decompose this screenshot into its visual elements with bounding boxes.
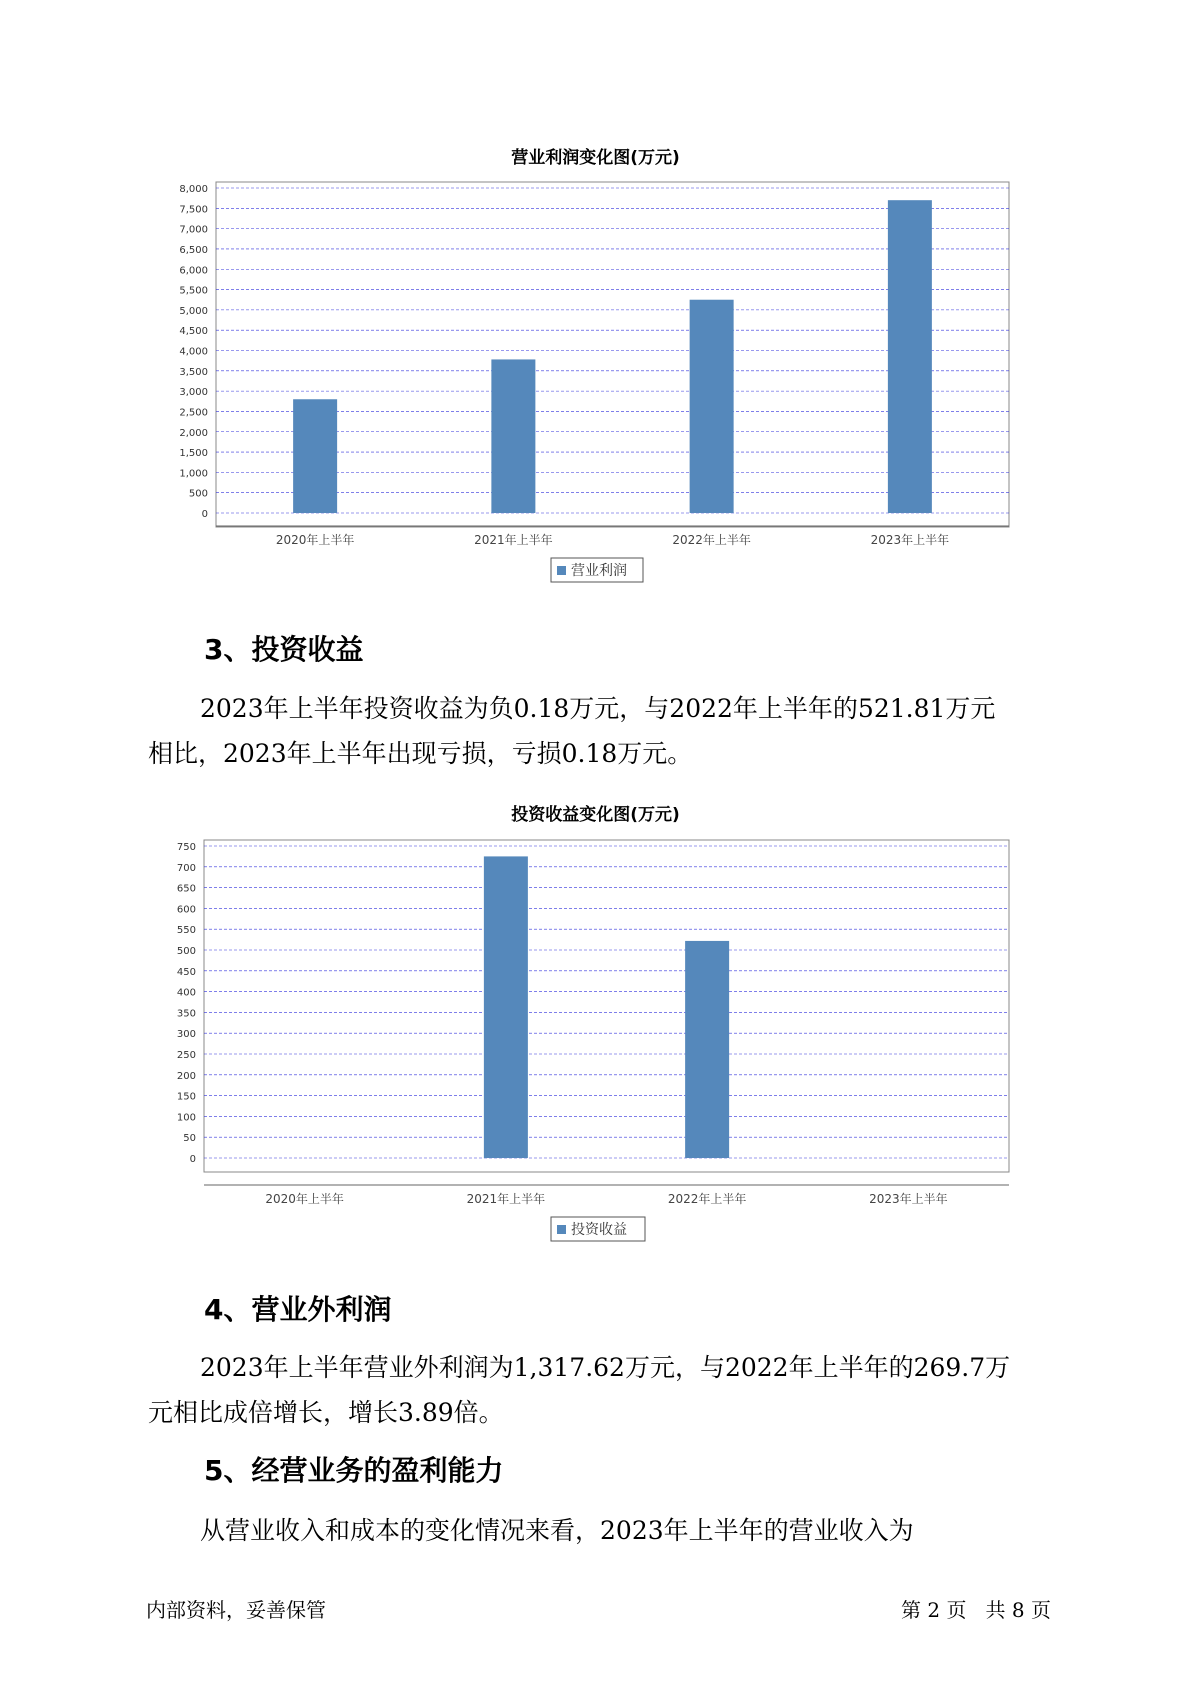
legend-label: 投资收益 bbox=[571, 1222, 627, 1238]
y-tick-label: 350 bbox=[176, 1008, 196, 1020]
y-tick-label: 200 bbox=[176, 1070, 196, 1082]
paragraph-investment-income bbox=[148, 686, 1048, 776]
y-tick-label: 4,000 bbox=[179, 346, 208, 358]
y-tick-label: 600 bbox=[176, 904, 196, 916]
operating-profit-chart bbox=[0, 170, 1191, 590]
heading-profitability: 5、经营业务的盈利能力 bbox=[204, 1454, 504, 1487]
y-tick-label: 300 bbox=[176, 1029, 196, 1041]
legend-label: 营业利润 bbox=[571, 563, 627, 579]
y-tick-label: 0 bbox=[189, 1154, 196, 1165]
bar bbox=[888, 200, 932, 513]
bar bbox=[293, 399, 337, 513]
x-tick-label: 2020年上半年 bbox=[265, 1192, 344, 1206]
x-tick-label: 2022年上半年 bbox=[667, 1192, 747, 1206]
x-tick-label: 2020年上半年 bbox=[275, 533, 355, 547]
paragraph-line: 2023年上半年投资收益为负0.18万元，与2022年上半年的521.81万元 bbox=[200, 694, 996, 723]
x-tick-label: 2023年上半年 bbox=[870, 533, 950, 547]
y-tick-label: 250 bbox=[176, 1050, 196, 1061]
legend-swatch bbox=[557, 566, 566, 575]
y-tick-label: 4,500 bbox=[179, 326, 208, 338]
y-tick-label: 100 bbox=[176, 1112, 196, 1124]
y-tick-label: 750 bbox=[176, 842, 196, 853]
x-tick-label: 2022年上半年 bbox=[672, 533, 751, 547]
x-tick-label: 2021年上半年 bbox=[466, 1192, 546, 1206]
paragraph-profitability bbox=[148, 1508, 1048, 1553]
y-tick-label: 500 bbox=[188, 488, 208, 500]
y-tick-label: 2,500 bbox=[179, 407, 208, 419]
investment-income-chart bbox=[0, 830, 1191, 1250]
bar bbox=[484, 856, 528, 1158]
x-tick-label: 2021年上半年 bbox=[474, 533, 553, 547]
paragraph-line: 从营业收入和成本的变化情况来看，2023年上半年的营业收入为 bbox=[200, 1516, 914, 1545]
y-tick-label: 2,000 bbox=[179, 427, 208, 439]
y-tick-label: 6,000 bbox=[179, 265, 208, 277]
y-tick-label: 50 bbox=[183, 1133, 196, 1145]
paragraph-line: 相比，2023年上半年出现亏损，亏损0.18万元。 bbox=[148, 739, 693, 768]
paragraph-line: 元相比成倍增长，增长3.89倍。 bbox=[148, 1398, 504, 1427]
y-tick-label: 500 bbox=[176, 946, 196, 957]
legend-swatch bbox=[557, 1225, 566, 1234]
y-tick-label: 450 bbox=[176, 966, 196, 978]
y-tick-label: 7,500 bbox=[179, 204, 208, 216]
y-tick-label: 400 bbox=[176, 987, 196, 999]
y-tick-label: 5,500 bbox=[179, 285, 208, 297]
paragraph-line: 2023年上半年营业外利润为1,317.62万元，与2022年上半年的269.7万 bbox=[200, 1353, 1011, 1382]
plot-area bbox=[204, 840, 1009, 1172]
y-tick-label: 8,000 bbox=[179, 184, 208, 195]
bar bbox=[491, 359, 535, 513]
y-tick-label: 650 bbox=[176, 883, 196, 895]
footer-page-number: 第 2 页 共 8 页 bbox=[901, 1598, 1051, 1622]
bar bbox=[685, 941, 729, 1158]
y-tick-label: 0 bbox=[201, 509, 208, 520]
x-tick-label: 2023年上半年 bbox=[869, 1192, 948, 1206]
footer-confidential-note: 内部资料，妥善保管 bbox=[146, 1598, 326, 1622]
y-tick-label: 7,000 bbox=[179, 224, 208, 236]
y-tick-label: 3,500 bbox=[179, 366, 208, 378]
y-tick-label: 550 bbox=[176, 925, 196, 937]
heading-investment-income: 3、投资收益 bbox=[204, 633, 364, 666]
paragraph-non-operating-profit bbox=[148, 1345, 1048, 1435]
bar bbox=[690, 300, 734, 513]
y-tick-label: 150 bbox=[176, 1091, 196, 1103]
y-tick-label: 1,500 bbox=[179, 448, 208, 460]
chart-title-operating-profit: 营业利润变化图(万元) bbox=[511, 148, 680, 168]
chart-title-investment-income: 投资收益变化图(万元) bbox=[511, 805, 680, 825]
y-tick-label: 3,000 bbox=[179, 387, 208, 399]
y-tick-label: 1,000 bbox=[179, 468, 208, 480]
y-tick-label: 700 bbox=[176, 862, 196, 874]
heading-non-operating-profit: 4、营业外利润 bbox=[204, 1293, 392, 1326]
y-tick-label: 6,500 bbox=[179, 244, 208, 256]
y-tick-label: 5,000 bbox=[179, 305, 208, 317]
